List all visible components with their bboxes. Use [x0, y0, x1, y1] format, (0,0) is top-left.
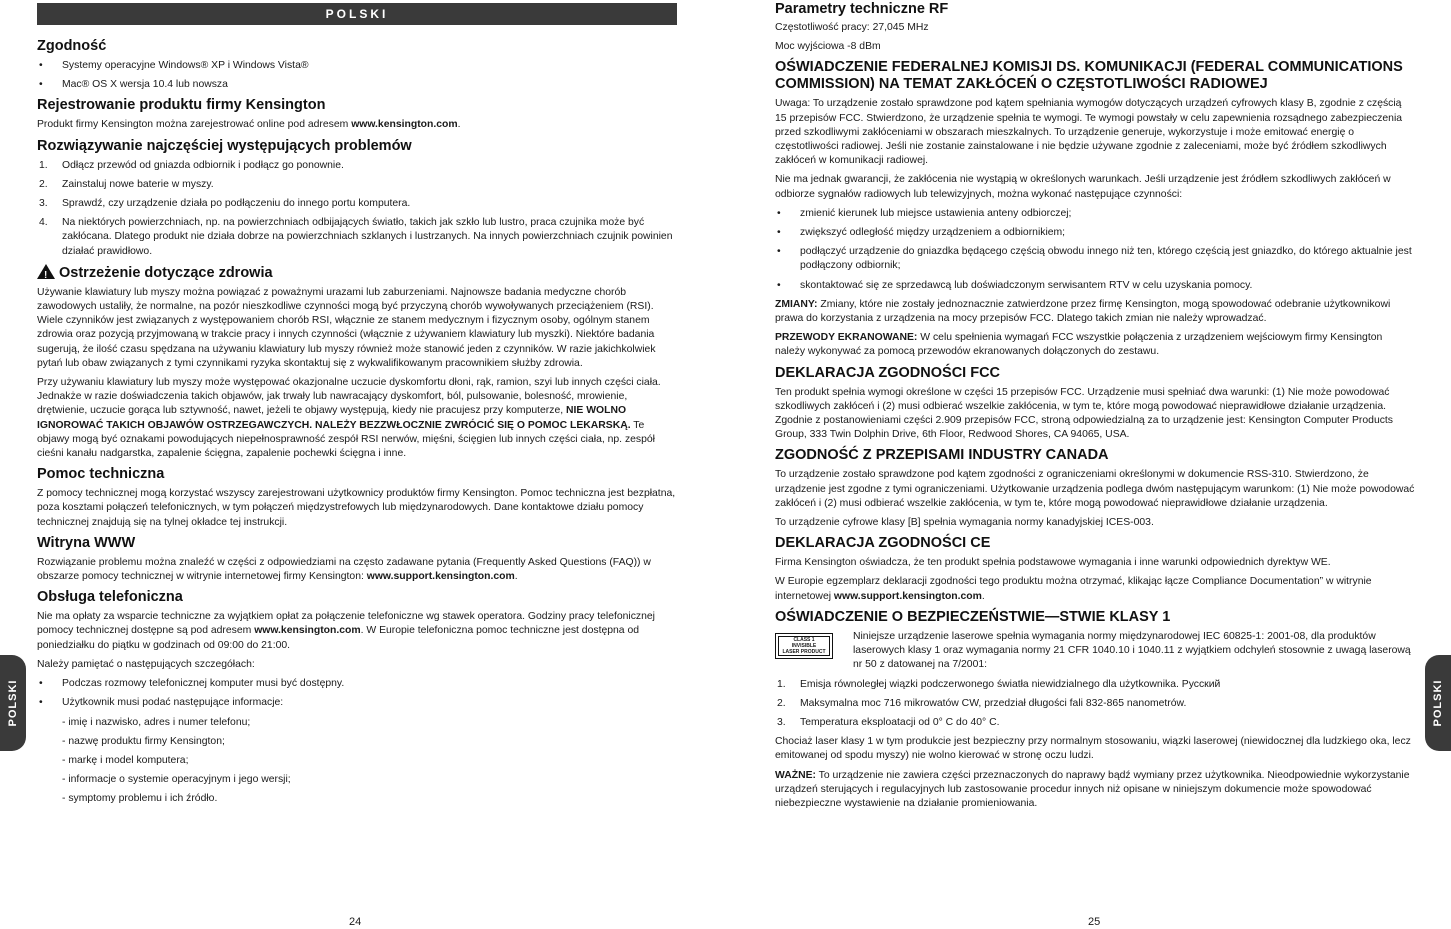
rf-frequency: Częstotliwość pracy: 27,045 MHz — [775, 22, 929, 33]
ce-url[interactable]: www.support.kensington.com — [833, 590, 982, 602]
industry-canada-text-2: To urządzenie cyfrowe klasy [B] spełnia wymagania normy kanadyjskiej ICES-003. — [775, 517, 1154, 529]
register-title: Rejestrowanie produktu firmy Kensington — [37, 97, 326, 114]
register-url[interactable]: www.kensington.com — [351, 119, 458, 131]
sub-item: - imię i nazwisko, adres i numer telefonu; — [62, 716, 251, 728]
sub-item: - markę i model komputera; — [62, 754, 189, 766]
list-item: 1. Emisja równoległej wiązki podczerwonego światła niewidzialnego dla użytkownika. Русский — [777, 678, 1221, 690]
list-item: 1. Odłącz przewód od gniazda odbiornik i podłącz go ponownie. — [39, 159, 344, 171]
laser-class-label: CLASS 1 INVISIBLE LASER PRODUCT — [775, 633, 833, 659]
phone-title: Obsługa telefoniczna — [37, 589, 183, 606]
laser-block — [775, 630, 1415, 678]
phone-note: Należy pamiętać o następujących szczegółach: — [37, 658, 255, 670]
rf-power: Moc wyjściowa -8 dBm — [775, 41, 881, 53]
laser-title: OŚWIADCZENIE O BEZPIECZEŃSTWIE—STWIE KLASY 1 — [775, 608, 1171, 625]
list-item: 4. Na niektórych powierzchniach, np. na powierzchniach odbijających światło, takich jak szkło lub lustro, praca czujnika może być zakłócana. Dlatego produkt nie działa dobrze na powierzchniach szklanych i lustrzanych. Na innych powierzchniach czujnik powinien działać prawidłowo. — [39, 217, 673, 257]
support-url[interactable]: www.support.kensington.com — [366, 571, 515, 583]
list-item: • Systemy operacyjne Windows® XP i Windows Vista® — [39, 60, 309, 71]
ce-text-2: W Europie egzemplarz deklaracji zgodności tego produktu można otrzymać, klikając łącze Compliance Documentation” w witrynie internetowej www.support.kensington.com. — [775, 576, 1372, 602]
page-number-left: 24 — [349, 916, 362, 928]
list-item: • zmienić kierunek lub miejsce ustawienia anteny odbiorczej; — [777, 207, 1072, 219]
warning-icon: ! — [37, 264, 55, 279]
support-title: Pomoc techniczna — [37, 466, 165, 483]
language-banner: POLSKI — [37, 3, 677, 25]
health-title: ! Ostrzeżenie dotyczące zdrowia — [37, 264, 677, 282]
sub-item: - symptomy problemu i ich źródło. — [62, 793, 218, 805]
list-item: • Podczas rozmowy telefonicznej komputer musi być dostępny. — [39, 678, 345, 690]
page-number-right: 25 — [1088, 916, 1101, 928]
rf-title: Parametry techniczne RF — [775, 1, 949, 17]
fcc-statement-text-2: Nie ma jednak gwarancji, że zakłócenia nie wystąpią w określonych warunkach. Jeśli urządzenie jest źródłem szkodliwych zakłóceń w odbiorze sygnałów radiowych lub telewizyjnych, można wykonać następujące czynności: — [775, 174, 1391, 200]
ce-text: Firma Kensington oświadcza, że ten produkt spełnia podstawowe wymagania i inne warunki odpowiednich dyrektyw WE. — [775, 557, 1331, 569]
list-item: • zwiększyć odległość między urządzeniem a odbiornikiem; — [777, 227, 1066, 239]
list-item: • Mac® OS X wersja 10.4 lub nowsza — [39, 79, 228, 91]
list-item: 2. Zainstaluj nowe baterie w myszy. — [39, 178, 214, 190]
health-text-2: Przy używaniu klawiatury lub myszy może występować okazjonalne uczucie dyskomfortu dłoni, rąk, ramion, szyi lub innych części ciała. Jednakże w razie doświadczenia takich objawów, jak trwały lub nawracający dyskomfort, ból, pulsowanie, bolesność, mrowienie, drętwienie, uczucie gorąca lub sztywność, nawet, jeżeli te objawy występują, kiedy nie pracujesz przy komputerze, NIE WOLNO IGNOROWAĆ TAKICH OBJAWÓW OSTRZEGAWCZYCH. NALEŻY BEZZWŁOCZNIE ZWRÓCIĆ SIĘ O POMOC LEKARSKĄ. Te objawy mogą być oznakami powodujących niepełnosprawność zespół RSI nerwów, mięśni, ścięgien lub innych części ciała, np. zespół cieśni kanału nadgarstka, zapalenie ścięgna, zapalenie pochewki ścięgna i inne. — [37, 377, 661, 460]
list-item: • podłączyć urządzenie do gniazdka będącego częścią obwodu innego niż ten, którego częścią jest gniazdko, do którego aktualnie jest podłączony odbiornik; — [777, 246, 1412, 272]
health-text: Używanie klawiatury lub myszy można powiązać z poważnymi urazami lub zaburzeniami. Najnowsze badania medyczne chorób zawodowych ustaliły, że normalne, na pozór nieszkodliwe czynności mogą być przyczyną chorób wywoływanych przeciążeniem (RSI). Wiele czynników jest związanych z występowaniem chorób RSI, włącznie ze stanem medycznym i fizycznym osoby, ogólnym stanem zdrowia oraz pozycją przyjmowaną w trakcie pracy i innych czynności (włącznie z używaniem klawiatury lub myszki). Niektóre badania sugerują, że ilość czasu spędzana na używaniu klawiatury lub myszy również może stanowić jeden z czynników. W razie jakichkolwiek pytań lub obaw związanych z tymi czynnikami ryzyka skontaktuj się z wykwalifikowanym pracownikiem służby zdrowia. — [37, 286, 656, 369]
laser-text: Niniejsze urządzenie laserowe spełnia wymagania normy międzynarodowej IEC 60825-1: 2001-08, dla produktów laserowych klasy 1 oraz wymagania normy 21 CFR 1040.10 i 1040.11 z wyjątkiem odchyleń stosownie z uwagą laserową nr 50 z datowanej na 7/2001: — [853, 630, 1411, 671]
left-page — [37, 0, 677, 812]
changes-text: ZMIANY: Zmiany, które nie zostały jednoznacznie zatwierdzone przez firmę Kensington, mogą spowodować odebranie użytkownikowi prawa do korzystania z urządzenia na mocy przepisów FCC. Dlatego takich zmian nie należy wprowadzać. — [775, 298, 1391, 325]
right-page — [775, 0, 1415, 816]
fcc-declaration-text: Ten produkt spełnia wymogi określone w części 15 przepisów FCC. Urządzenie musi spełniać dwa warunki: (1) Nie może powodować szkodliwych zakłóceń i (2) musi odbierać wszelkie zakłócenia, w tym te, które mogą powodować nieprawidłowe działanie urządzenia. Zgodnie z postanowieniami części 2.909 przepisów FCC, stroną odpowiedzialną za to urządzenie jest: Kensington Computer Products Group, 333 Twin Dolphin Drive, 6th Floor, Redwood Shores, CA 94065, USA. — [775, 386, 1393, 441]
industry-canada-text: To urządzenie zostało sprawdzone pod kątem zgodności z ograniczeniami określonymi w dokumencie RSS-310. Stwierdzono, że urządzenie jest zgodne z tymi ograniczeniami. Użytkowanie urządzenia podlega dwóm następującym warunkom: (1) Nie może powodować zakłóceń i (2) musi odbierać wszelkie zakłócenia, w tym te, które mogą powodować nieprawidłowe działanie urządzenia. — [775, 469, 1415, 509]
list-item: 3. Sprawdź, czy urządzenie działa po podłączeniu do innego portu komputera. — [39, 198, 411, 210]
list-item: • skontaktować się ze sprzedawcą lub doświadczonym serwisantem RTV w celu uzyskania pomocy. — [777, 279, 1253, 291]
fcc-statement-text: Uwaga: To urządzenie zostało sprawdzone pod kątem spełniania wymogów dotyczących urządzeń cyfrowych klasy B, zgodnie z częścią 15 przepisów FCC. Stwierdzono, że urządzenie spełnia te wymogi. Te wymogi powstały w celu zapewnienia rozsądnego zabezpieczenia przed szkodliwymi zakłóceniami w obszarach mieszkalnych. To urządzenie generuje, wykorzystuje i może emitować energię o częstotliwości radiowej. Jeśli nie zostanie zainstalowane i nie będzie używane zgodnie z zaleceniami, może być źródłem szkodliwych zakłóceń w komunikacji radiowej. — [775, 98, 1403, 167]
web-text: Rozwiązanie problemu można znaleźć w części z odpowiedziami na często zadawane pytania (Frequently Asked Questions (FAQ)) w obszarze pomocy technicznej w witrynie internetowej firmy Kensington: www.support.kensington.com. — [37, 556, 651, 583]
phone-url[interactable]: www.kensington.com — [254, 625, 361, 637]
fcc-declaration-title: DEKLARACJA ZGODNOŚCI FCC — [775, 364, 1001, 381]
troubleshoot-title: Rozwiązywanie najczęściej występujących problemów — [37, 137, 412, 154]
important-text: WAŻNE: To urządzenie nie zawiera części przeznaczonych do naprawy bądź wymiany przez użytkownika. Nieodpowiednie wykorzystanie urządzeń sterujących i regulacyjnych lub zastosowanie procedur innych niż opisane w niniejszym dokumencie może spowodować niebezpieczne wystawienie na działanie promieniowania. — [775, 769, 1410, 809]
fcc-statement-title: OŚWIADCZENIE FEDERALNEJ KOMISJI DS. KOMUNIKACJI (FEDERAL COMMUNICATIONS COMMISSION) NA TEMAT ZAKŁÓCEŃ O CZĘSTOTLIWOŚCI RADIOWEJ — [775, 59, 1403, 93]
list-item: 3. Temperatura eksploatacji od 0° C do 40° C. — [777, 716, 1000, 728]
phone-text: Nie ma opłaty za wsparcie techniczne za wyjątkiem opłat za połączenie telefoniczne wg stawek operatora. Godziny pracy telefonicznej pomocy technicznej dostępne są pod adresem www.kensington.com. W Europie telefoniczna pomoc techniczne jest dostępna od poniedziałku do piątku w godzinach od 09:00 do 21:00. — [37, 611, 655, 651]
industry-canada-title: ZGODNOŚĆ Z PRZEPISAMI INDUSTRY CANADA — [775, 447, 1109, 464]
shielded-text: PRZEWODY EKRANOWANE: W celu spełnienia wymagań FCC wszystkie połączenia z urządzeniem wejściowym firmy Kensington należy wykonywać za pomocą przewodów ekranowanych dołączonych do zestawu. — [775, 332, 1383, 358]
support-text: Z pomocy technicznej mogą korzystać wszyscy zarejestrowani użytkownicy produktów firmy Kensington. Pomoc techniczna jest bezpłatna, poza kosztami połączeń telefonicznych, w tym połączeń międzystrefowych lub międzynarodowych. Dane kontaktowe działu pomocy technicznej znajdują się na tylnej okładce tej instrukcji. — [37, 488, 676, 528]
language-tab-left: POLSKI — [0, 655, 26, 751]
sub-item: - nazwę produktu firmy Kensington; — [62, 735, 225, 747]
sub-item: - informacje o systemie operacyjnym i jego wersji; — [62, 774, 291, 786]
language-tab-right: POLSKI — [1425, 655, 1451, 751]
laser-text-2: Chociaż laser klasy 1 w tym produkcie jest bezpieczny przy normalnym stosowaniu, wiązki laserowej (niewidocznej dla ludzkiego oka, lecz emitowanej od spodu myszy) nie wolno kierować w stronę oczu ludzi. — [775, 736, 1411, 762]
web-title: Witryna WWW — [37, 534, 136, 551]
list-item: 2. Maksymalna moc 716 mikrowatów CW, przedział długości fali 832-865 nanometrów. — [777, 697, 1187, 709]
register-text: Produkt firmy Kensington można zarejestrować online pod adresem www.kensington.com. — [37, 119, 461, 131]
list-item: • Użytkownik musi podać następujące informacje: — [39, 697, 284, 709]
ce-title: DEKLARACJA ZGODNOŚCI CE — [775, 535, 991, 552]
compat-title: Zgodność — [37, 38, 107, 54]
